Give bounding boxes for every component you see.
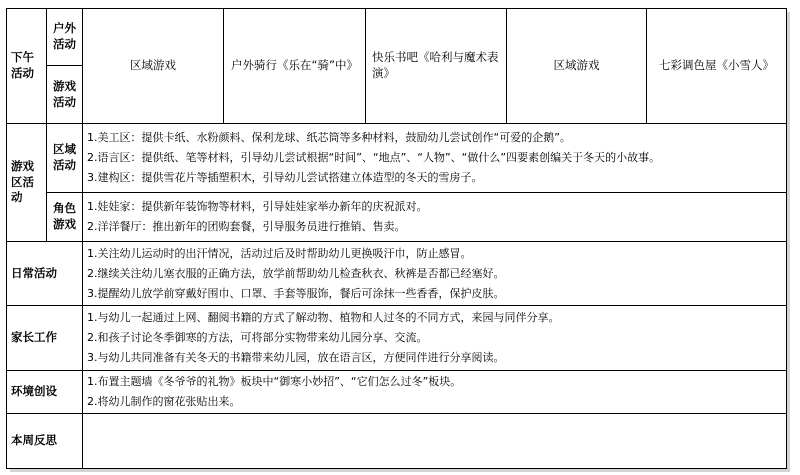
list-item: 1.娃娃家：提供新年装饰物等材料，引导娃娃家举办新年的庆祝派对。 [87,200,428,213]
role-game-content [83,193,787,242]
list-item: 3.建构区：提供雪花片等插塑积木，引导幼儿尝试搭建立体造型的冬天的雪房子。 [87,171,483,184]
reflection-label: 本周反思 [7,414,83,469]
reflection-row [7,414,787,469]
list-item: 1.美工区：提供卡纸、水粉颜料、保利龙球、纸芯筒等多种材料，鼓励幼儿尝试创作“可爱的企鹅”。 [87,131,571,144]
area-activity-label: 区域活动 [47,124,83,193]
play-area-row-area [7,124,787,193]
list-item: 1.布置主题墙《冬爷爷的礼物》板块中“御寒小妙招”、“它们怎么过冬”板块。 [87,375,462,388]
list-item: 1.与幼儿一起通过上网、翻阅书籍的方式了解动物、植物和人过冬的不同方式，来园与同伴分享。 [87,311,560,324]
parents-row [7,306,787,371]
afternoon-day-4: 区域游戏 [507,9,647,124]
play-area-label: 游戏区活动 [7,124,47,242]
area-activity-content [83,124,787,193]
reflection-content[interactable] [83,414,787,469]
environment-content [83,371,787,414]
outdoor-label: 户外活动 [47,9,83,66]
list-item: 1.关注幼儿运动时的出汗情况，活动过后及时帮助幼儿更换吸汗巾，防止感冒。 [87,246,472,260]
parents-label: 家长工作 [7,306,83,371]
weekly-plan-table [6,8,787,469]
daily-label: 日常活动 [7,242,83,306]
list-item: 2.洋洋餐厅：推出新年的团购套餐，引导服务员进行推销、售卖。 [87,220,406,233]
play-area-row-role [7,193,787,242]
role-game-label: 角色游戏 [47,193,83,242]
environment-row [7,371,787,414]
list-item: 3.提醒幼儿放学前穿戴好围巾、口罩、手套等服饰，餐后可涂抹一些香香，保护皮肤。 [87,286,505,300]
afternoon-day-1: 区域游戏 [83,9,224,124]
list-item: 2.语言区：提供纸、笔等材料，引导幼儿尝试根据“时间”、“地点”、“人物”、“做什么”四要素创编关于冬天的小故事。 [87,151,661,164]
environment-label: 环境创设 [7,371,83,414]
afternoon-day-5: 七彩调色屋《小雪人》 [647,9,787,124]
list-item: 2.和孩子讨论冬季御寒的方法，可将部分实物带来幼儿园分享、交流。 [87,331,428,344]
daily-content [83,242,787,306]
list-item: 2.将幼儿制作的窗花张贴出来。 [87,395,241,408]
daily-row [7,242,787,306]
afternoon-label: 下午活动 [7,9,47,124]
game-label: 游戏活动 [47,66,83,124]
parents-content [83,306,787,371]
afternoon-day-3: 快乐书吧《哈利与魔术表演》 [366,9,507,124]
afternoon-row-outdoor [7,9,787,66]
list-item: 2.继续关注幼儿塞衣服的正确方法，放学前帮助幼儿检查秋衣、秋裤是否都已经塞好。 [87,266,505,280]
afternoon-day-2: 户外骑行《乐在“骑”中》 [224,9,366,124]
list-item: 3.与幼儿共同准备有关冬天的书籍带来幼儿园，放在语言区，方便同伴进行分享阅读。 [87,351,505,364]
